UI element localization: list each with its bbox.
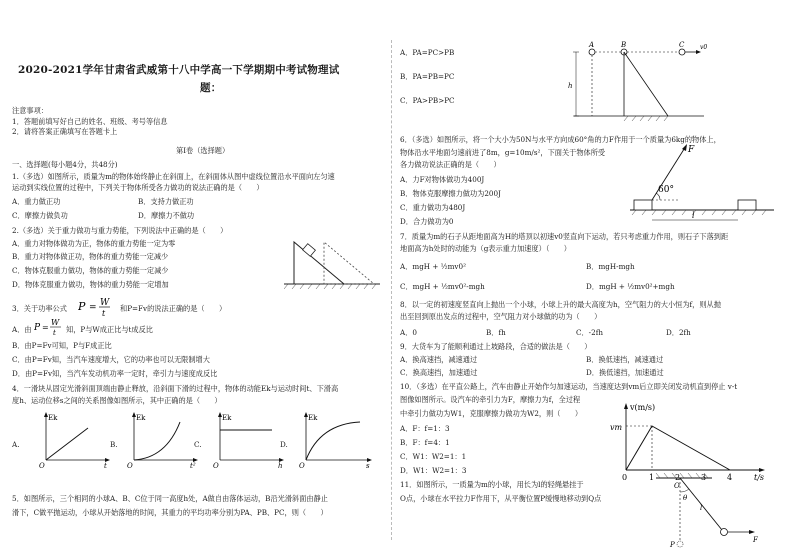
note-2: 2．请将答案正确填写在答题卡上: [12, 127, 118, 136]
q5-stem-line2: 滑下，C做平抛运动，小球从开始落地的时间，其重力的平均功率分别为PA、PB、PC，则（ ）: [12, 508, 328, 517]
left-column: [8, 0, 390, 549]
q7-option-c: C．mgH + ½mv0²-mgh: [400, 282, 485, 291]
q11-stem-line2: O点，小球在水平拉力F作用下，从平衡位置P缓慢地移动到Q点: [400, 494, 602, 503]
q10-stem-line2: 图像如图所示。设汽车的牵引力为F，摩擦力为f，全过程: [400, 395, 581, 404]
svg-text:P: P: [78, 300, 86, 313]
q5-fig-v0: v0: [700, 44, 708, 51]
q4-stem-line1: 4．一滑块从固定光滑斜面顶端由静止释放，沿斜面下滑的过程中，物体的动能Ek与运动时间t、下滑高: [12, 384, 339, 393]
q1-option-d: D．摩擦力不做功: [138, 211, 195, 220]
q5-fig-a: A: [589, 41, 595, 49]
q10-option-a: A．F：f=1：3: [400, 424, 450, 433]
q5-three-balls-figure: [564, 40, 714, 124]
q3-option-c: C．由P=Fv知，当汽车速度增大，它的功率也可以无限制增大: [12, 355, 210, 364]
q11-fig-f: F: [753, 536, 758, 544]
q10-stem-line3: 中牵引力做功为W1，克服摩擦力做功为W2，则（ ）: [400, 409, 583, 418]
q4-b-ylabel: Ek: [136, 414, 146, 422]
q4-b-origin: O: [127, 462, 133, 470]
q2-option-a: A．重力对物体做功为正，物体的重力势能一定为零: [12, 239, 176, 248]
q5-fig-c: C: [679, 41, 685, 49]
q10-option-c: C．W1：W2=1：1: [400, 452, 467, 461]
q4-graph-c: [212, 410, 288, 470]
q4-c-ylabel: Ek: [222, 414, 232, 422]
notes-header: 注意事项：: [12, 106, 48, 115]
q4-d-ylabel: Ek: [308, 414, 318, 422]
q5-fig-b: B: [621, 41, 627, 49]
q10-graph-ylabel: v(m/s): [630, 403, 656, 412]
q10-graph-tick-0: 0: [622, 473, 628, 482]
q5-option-c: C．PA>PB>PC: [400, 96, 455, 105]
volume-title: 第I卷（选择题）: [176, 146, 230, 155]
q2-option-c: C．物体克服重力做功，物体的重力势能一定减少: [12, 266, 169, 275]
q11-fig-p: P: [670, 541, 675, 548]
q7-stem-line2: 地面高为h处时的动能为（g表示重力加速度）（ ）: [400, 244, 571, 253]
q10-graph-tick-1: 1: [649, 473, 655, 482]
q4-b-xlabel: t²: [190, 462, 196, 470]
q6-option-a: A．力F对物体做功为400J: [400, 175, 485, 184]
q11-stem-line1: 11．如图所示，一质量为m的小球，用长为l的轻绳悬挂于: [400, 480, 584, 489]
q3-stem-pre: 3．关于功率公式: [12, 304, 67, 313]
svg-text:t: t: [102, 309, 106, 318]
incline-figure: [284, 232, 384, 294]
q5-fig-h: h: [568, 82, 573, 90]
q1-option-c: C．摩擦力做负功: [12, 211, 68, 220]
q8-option-c: C．-2fh: [576, 328, 603, 337]
q3-stem-post: 和P=Fv的说法正确的是（ ）: [120, 304, 227, 313]
q3-option-a-post: 知，P与W成正比与t成反比: [66, 325, 153, 334]
q11-fig-l: l: [700, 504, 703, 512]
q4-a-origin: O: [39, 462, 45, 470]
q4-stem-line2: 度h、运动位移s之间的关系图像如图所示，其中正确的是（ ）: [12, 396, 222, 405]
q5-option-a: A．PA=PC>PB: [400, 48, 455, 57]
q4-d-origin: O: [299, 462, 305, 470]
q8-option-b: B．fh: [486, 328, 506, 337]
q9-option-a: A．换高速挡，减速通过: [400, 355, 478, 364]
q4-a-xlabel: t: [104, 462, 107, 470]
q8-option-a: A．0: [400, 328, 417, 337]
q4-c-origin: O: [213, 462, 219, 470]
q3-option-d: D．由P=Fv知，当汽车发动机功率一定时，牵引力与速度成反比: [12, 369, 218, 378]
q10-graph-xlabel: t/s: [754, 473, 765, 482]
q11-fig-o: O: [674, 482, 680, 490]
q1-stem-line2: 运动到实线位置的过程中，下列关于物体所受各力做功的说法正确的是（ ）: [12, 183, 264, 192]
q1-option-a: A．重力做正功: [12, 197, 61, 206]
q10-graph-tick-3: 3: [701, 473, 707, 482]
svg-text:W: W: [100, 298, 110, 308]
q6-stem-line3: 各力做功说法正确的是（ ）: [400, 160, 501, 169]
q1-stem-line1: 1.（多选）如图所示，质量为m的物体始终静止在斜面上，在斜面体从图中虚线位置沿水平面向左匀速: [12, 172, 335, 181]
column-divider: [391, 40, 392, 540]
q4-d-xlabel: s: [366, 462, 370, 470]
q7-stem-line1: 7．质量为m的石子从距地面高为H的塔顶以初速v0竖直向下运动，若只考虑重力作用，则石子下落到距: [400, 232, 729, 241]
q4-label-b: B.: [110, 440, 118, 449]
exam-title-line1: 2020-2021学年甘肃省武威第十八中学高一下学期期中考试物理试: [18, 64, 340, 76]
note-1: 1．答题前填写好自己的姓名、班级、考号等信息: [12, 117, 168, 126]
q6-fig-l: l: [692, 211, 695, 220]
q11-pendulum-figure: [652, 470, 765, 548]
q2-option-b: B．重力对物体做正功，物体的重力势能一定减少: [12, 252, 169, 261]
q4-graph-d: [298, 410, 378, 470]
q4-c-xlabel: h: [278, 462, 283, 470]
q6-fig-angle: 60°: [658, 185, 674, 195]
q9-option-b: B．换低速挡，减速通过: [586, 355, 664, 364]
q9-stem: 9．大货车为了能顺利通过上坡路段，合适的做法是（ ）: [400, 342, 592, 351]
q8-stem-line1: 8．以一定的初速度竖直向上抛出一个小球，小球上升的最大高度为h，空气阻力的大小恒为f，则从抛: [400, 300, 721, 309]
q9-option-d: D．换低速挡，加速通过: [586, 368, 664, 377]
q10-stem-line1: 10．（多选）在平直公路上，汽车由静止开始作匀加速运动，当速度达到vm后立即关闭发动机直到停止 v-t: [400, 382, 738, 391]
q4-graph-b: [126, 410, 202, 470]
q3-option-b: B．由P=Fv可知，P与F成正比: [12, 341, 112, 350]
q4-label-a: A.: [12, 440, 20, 449]
q4-a-ylabel: Ek: [48, 414, 58, 422]
q10-graph-tick-4: 4: [727, 473, 733, 482]
q5-option-b: B．PA=PB=PC: [400, 72, 455, 81]
svg-text:=: =: [42, 323, 49, 332]
q10-option-d: D．W1：W2=1：3: [400, 466, 467, 475]
q8-option-d: D．2fh: [666, 328, 691, 337]
q6-option-d: D．合力做功为0: [400, 217, 454, 226]
q10-graph-tick-2: 2: [675, 473, 681, 482]
svg-text:P: P: [34, 323, 41, 333]
q4-graph-a: [38, 410, 114, 470]
q6-option-c: C．重力做功为480J: [400, 203, 466, 212]
q6-force-figure: [628, 142, 778, 224]
q3-power-formula: [78, 296, 124, 318]
q7-option-d: D．mgH + ½mv0²+mgh: [586, 282, 675, 291]
q11-fig-theta: θ: [683, 494, 688, 502]
q10-option-b: B．F：f=4：1: [400, 438, 450, 447]
exam-title-line2: 题：: [200, 82, 222, 94]
q2-option-d: D．物体克服重力做功，物体的重力势能一定增加: [12, 280, 169, 289]
q9-option-c: C．换高速挡，加速通过: [400, 368, 478, 377]
q6-stem-line2: 物体沿水平地面匀速前进了8m，g=10m/s²，下面关于物体所受: [400, 148, 606, 157]
q6-stem-line1: 6．（多选）如图所示，将一个大小为50N与水平方向成60°角的力F作用于一个质量为6kg的物体上，: [400, 135, 721, 144]
q5-stem-line1: 5．如图所示，三个相同的小球A、B、C位于同一高度h处，A做自由落体运动，B沿光滑斜面由静止: [12, 494, 328, 503]
q4-label-c: C.: [194, 440, 202, 449]
q8-stem-line2: 出至回到原出发点的过程中，空气阻力对小球做的功为（ ）: [400, 312, 602, 321]
section-1-heading: 一、选择题(每小题4分，共48分): [12, 160, 118, 169]
q7-option-a: A．mgH + ½mv0²: [400, 262, 466, 271]
q6-option-b: B．物体克服摩擦力做功为200J: [400, 189, 501, 198]
svg-text:t: t: [53, 329, 56, 337]
q7-option-b: B．mgH-mgh: [586, 262, 635, 271]
svg-text:W: W: [51, 318, 60, 327]
q1-option-b: B．支持力做正功: [138, 197, 194, 206]
q10-graph-vm: vm: [610, 423, 623, 432]
svg-text:=: =: [89, 303, 97, 313]
q6-fig-f: F: [688, 145, 695, 155]
q3-option-a-pre: A．由: [12, 325, 32, 334]
right-column: [396, 0, 788, 549]
q4-label-d: D.: [280, 440, 288, 449]
q2-stem: 2.（多选）关于重力做功与重力势能，下列说法中正确的是（ ）: [12, 226, 228, 235]
